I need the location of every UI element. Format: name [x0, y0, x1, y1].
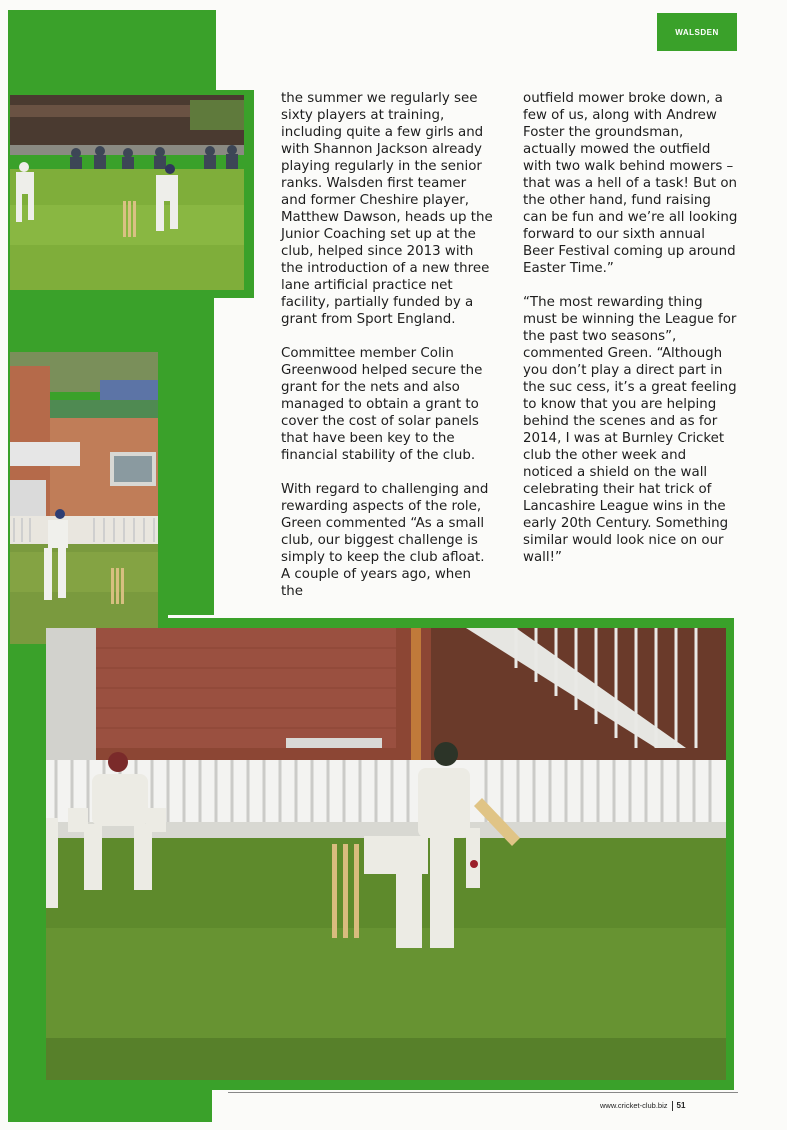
- paragraph: Committee member Colin Greenwood helped secure the grant for the nets and also managed to obtain a grant to cover the cost of solar panels that have been key to the financial stability of the club.: [281, 346, 483, 463]
- article-column-left: [281, 90, 493, 617]
- article-column-right: [523, 90, 739, 583]
- paragraph: the summer we regularly see sixty players at training, including quite a few girls and with Shannon Jackson already playing regularly in the senior ranks. Walsden first teamer and former Cheshire player, Matthew Dawson, heads up the Junior Coaching set up at the club, helped since 2013 with the introduction of a new three lane artificial practice net facility, partially funded by a grant from Sport England.: [281, 91, 493, 327]
- photo-batting-crowd: [10, 95, 244, 290]
- footer-rule: [228, 1092, 738, 1093]
- section-tag: WALSDEN: [657, 13, 737, 51]
- photo-batsman-main: [46, 628, 726, 1080]
- paragraph: “The most rewarding thing must be winning the League for the past two seasons”, commented Green. “Although you don’t play a direct part in the suc cess, it’s a great feeling to know that you are helping behind the scenes and as for 2014, I was at Burnley Cricket club the other week and noticed a shield on the wall celebrating their hat trick of Lancashire League wins in the early 20th Century. Something similar would look nice on our wall!”: [523, 295, 737, 565]
- footer-divider: [672, 1101, 673, 1111]
- footer-url: www.cricket-club.biz: [600, 1101, 668, 1110]
- page-footer: [600, 1101, 685, 1111]
- paragraph: outfield mower broke down, a few of us, along with Andrew Foster the groundsman, actually mowed the outfield with two walk behind mowers – that was a hell of a task! But on the other hand, fund raising can be fun and we’re all looking forward to our sixth annual Beer Festival coming up around Easter Time.”: [523, 91, 738, 276]
- paragraph: With regard to challenging and rewarding aspects of the role, Green commented “As a small club, our biggest challenge is simply to keep the club afloat. A couple of years ago, when the: [281, 482, 489, 599]
- page-number: 51: [676, 1101, 686, 1110]
- photo-pavilion: [10, 352, 158, 644]
- green-frame-foot: [8, 1080, 212, 1122]
